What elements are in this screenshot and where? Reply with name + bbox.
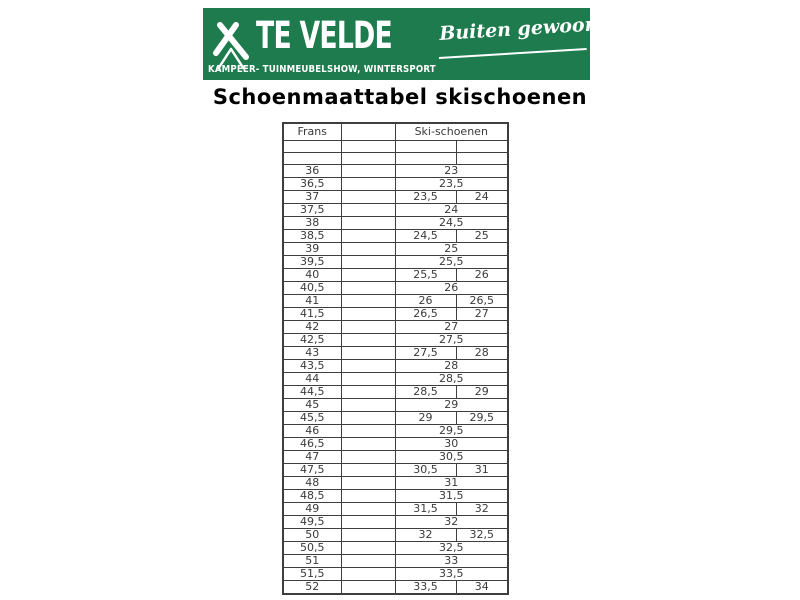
frans-cell: 48 xyxy=(283,476,341,489)
frans-cell: 45 xyxy=(283,398,341,411)
ski-cell: 32 xyxy=(456,502,508,515)
spacer-cell xyxy=(341,216,395,229)
table-row xyxy=(283,281,508,294)
ski-cell: 25 xyxy=(395,242,508,255)
brand-name: TE VELDE xyxy=(256,14,392,57)
brand-tagline: Buiten gewoon goed xyxy=(438,9,657,45)
ski-cell: 25,5 xyxy=(395,268,456,281)
ski-cell xyxy=(456,140,508,152)
spacer-cell xyxy=(341,255,395,268)
table-row xyxy=(283,385,508,398)
table-row xyxy=(283,580,508,594)
spacer-cell xyxy=(341,385,395,398)
ski-cell: 28 xyxy=(395,359,508,372)
spacer-cell xyxy=(341,541,395,554)
spacer-cell xyxy=(341,554,395,567)
table-row xyxy=(283,502,508,515)
spacer-cell xyxy=(341,567,395,580)
table-row xyxy=(283,489,508,502)
ski-column-header: Ski-schoenen xyxy=(395,123,508,140)
frans-cell: 47 xyxy=(283,450,341,463)
table-row xyxy=(283,320,508,333)
table-row xyxy=(283,333,508,346)
frans-cell: 38 xyxy=(283,216,341,229)
table-row xyxy=(283,177,508,190)
ski-cell: 30 xyxy=(395,437,508,450)
frans-cell: 47,5 xyxy=(283,463,341,476)
ski-cell: 33,5 xyxy=(395,580,456,594)
frans-cell: 39 xyxy=(283,242,341,255)
frans-column-header: Frans xyxy=(283,123,341,140)
ski-cell: 28,5 xyxy=(395,372,508,385)
ski-cell: 24 xyxy=(395,203,508,216)
frans-cell: 40,5 xyxy=(283,281,341,294)
spacer-cell xyxy=(341,398,395,411)
ski-cell: 29 xyxy=(395,411,456,424)
frans-cell: 46 xyxy=(283,424,341,437)
ski-cell: 26 xyxy=(456,268,508,281)
ski-cell: 24 xyxy=(456,190,508,203)
ski-cell xyxy=(395,140,456,152)
spacer-cell xyxy=(341,203,395,216)
frans-cell: 38,5 xyxy=(283,229,341,242)
table-row xyxy=(283,567,508,580)
ski-cell: 25,5 xyxy=(395,255,508,268)
brand-subtitle: KAMPEER- TUINMEUBELSHOW, WINTERSPORT xyxy=(208,64,436,75)
spacer-cell xyxy=(341,450,395,463)
table-row xyxy=(283,424,508,437)
ski-cell: 27 xyxy=(395,320,508,333)
frans-cell: 40 xyxy=(283,268,341,281)
ski-cell: 31,5 xyxy=(395,489,508,502)
frans-cell: 43,5 xyxy=(283,359,341,372)
spacer-cell xyxy=(341,177,395,190)
table-row xyxy=(283,229,508,242)
spacer-cell xyxy=(341,502,395,515)
frans-cell xyxy=(283,152,341,164)
ski-cell: 24,5 xyxy=(395,216,508,229)
spacer-cell xyxy=(341,411,395,424)
table-row xyxy=(283,346,508,359)
table-header-row xyxy=(283,123,508,140)
frans-cell: 49,5 xyxy=(283,515,341,528)
ski-cell: 27 xyxy=(456,307,508,320)
brand-banner xyxy=(203,8,657,80)
ski-cell: 32,5 xyxy=(395,541,508,554)
ski-cell: 33 xyxy=(395,554,508,567)
table-row xyxy=(283,372,508,385)
table-row xyxy=(283,463,508,476)
frans-cell: 39,5 xyxy=(283,255,341,268)
ski-cell: 29 xyxy=(395,398,508,411)
frans-cell: 51 xyxy=(283,554,341,567)
frans-cell: 49 xyxy=(283,502,341,515)
spacer-cell xyxy=(341,346,395,359)
table-row xyxy=(283,255,508,268)
table-row xyxy=(283,437,508,450)
ski-cell: 28 xyxy=(456,346,508,359)
spacer-cell xyxy=(341,152,395,164)
frans-cell: 50 xyxy=(283,528,341,541)
frans-cell: 42,5 xyxy=(283,333,341,346)
ski-cell: 23,5 xyxy=(395,190,456,203)
table-row xyxy=(283,216,508,229)
spacer-cell xyxy=(341,333,395,346)
ski-cell xyxy=(395,152,456,164)
ski-cell: 33,5 xyxy=(395,567,508,580)
table-row xyxy=(283,411,508,424)
shoe-size-table xyxy=(282,122,509,595)
table-row xyxy=(283,268,508,281)
spacer-cell xyxy=(341,489,395,502)
ski-cell: 31,5 xyxy=(395,502,456,515)
table-row xyxy=(283,398,508,411)
table-row xyxy=(283,294,508,307)
table-row xyxy=(283,541,508,554)
spacer-cell xyxy=(341,294,395,307)
frans-cell: 37 xyxy=(283,190,341,203)
spacer-cell xyxy=(341,229,395,242)
ski-cell: 31 xyxy=(456,463,508,476)
spacer-cell xyxy=(341,463,395,476)
empty-row xyxy=(283,140,508,152)
frans-cell xyxy=(283,140,341,152)
table-row xyxy=(283,307,508,320)
spacer-cell xyxy=(341,437,395,450)
ski-cell: 29,5 xyxy=(456,411,508,424)
frans-cell: 46,5 xyxy=(283,437,341,450)
frans-cell: 52 xyxy=(283,580,341,594)
frans-cell: 44 xyxy=(283,372,341,385)
spacer-cell xyxy=(341,268,395,281)
spacer-cell xyxy=(341,580,395,594)
ski-cell: 25 xyxy=(456,229,508,242)
ski-cell: 26 xyxy=(395,281,508,294)
table-row xyxy=(283,528,508,541)
table-row xyxy=(283,476,508,489)
table-row xyxy=(283,359,508,372)
frans-cell: 51,5 xyxy=(283,567,341,580)
frans-cell: 42 xyxy=(283,320,341,333)
ski-cell: 26,5 xyxy=(395,307,456,320)
spacer-cell xyxy=(341,359,395,372)
frans-cell: 43 xyxy=(283,346,341,359)
spacer-cell xyxy=(341,242,395,255)
spacer-cell xyxy=(341,320,395,333)
ski-cell: 26 xyxy=(395,294,456,307)
spacer-cell xyxy=(341,515,395,528)
ski-cell: 23 xyxy=(395,164,508,177)
ski-cell: 27,5 xyxy=(395,346,456,359)
page-title: Schoenmaattabel skischoenen xyxy=(212,85,588,109)
ski-cell: 26,5 xyxy=(456,294,508,307)
frans-cell: 50,5 xyxy=(283,541,341,554)
spacer-cell xyxy=(341,424,395,437)
empty-row xyxy=(283,152,508,164)
spacer-cell xyxy=(341,164,395,177)
spacer-cell xyxy=(341,281,395,294)
spacer-cell xyxy=(341,190,395,203)
table-row xyxy=(283,242,508,255)
ski-cell: 27,5 xyxy=(395,333,508,346)
spacer-cell xyxy=(341,372,395,385)
size-table-body xyxy=(283,140,508,594)
table-row xyxy=(283,164,508,177)
ski-cell: 28,5 xyxy=(395,385,456,398)
ski-cell: 30,5 xyxy=(395,463,456,476)
ski-cell: 32 xyxy=(395,515,508,528)
table-row xyxy=(283,515,508,528)
ski-cell: 24,5 xyxy=(395,229,456,242)
table-row xyxy=(283,554,508,567)
ski-cell: 32,5 xyxy=(456,528,508,541)
ski-cell: 29,5 xyxy=(395,424,508,437)
frans-cell: 36,5 xyxy=(283,177,341,190)
ski-cell: 30,5 xyxy=(395,450,508,463)
ski-cell: 29 xyxy=(456,385,508,398)
spacer-cell xyxy=(341,476,395,489)
spacer-cell xyxy=(341,307,395,320)
table-row xyxy=(283,190,508,203)
frans-cell: 37,5 xyxy=(283,203,341,216)
spacer-cell xyxy=(341,140,395,152)
frans-cell: 41 xyxy=(283,294,341,307)
ski-cell: 23,5 xyxy=(395,177,508,190)
frans-cell: 44,5 xyxy=(283,385,341,398)
spacer-column-header xyxy=(341,123,395,140)
frans-cell: 36 xyxy=(283,164,341,177)
spacer-cell xyxy=(341,528,395,541)
frans-cell: 45,5 xyxy=(283,411,341,424)
table-row xyxy=(283,203,508,216)
ski-cell xyxy=(456,152,508,164)
ski-cell: 31 xyxy=(395,476,508,489)
ski-cell: 34 xyxy=(456,580,508,594)
ski-cell: 32 xyxy=(395,528,456,541)
frans-cell: 48,5 xyxy=(283,489,341,502)
table-row xyxy=(283,450,508,463)
frans-cell: 41,5 xyxy=(283,307,341,320)
